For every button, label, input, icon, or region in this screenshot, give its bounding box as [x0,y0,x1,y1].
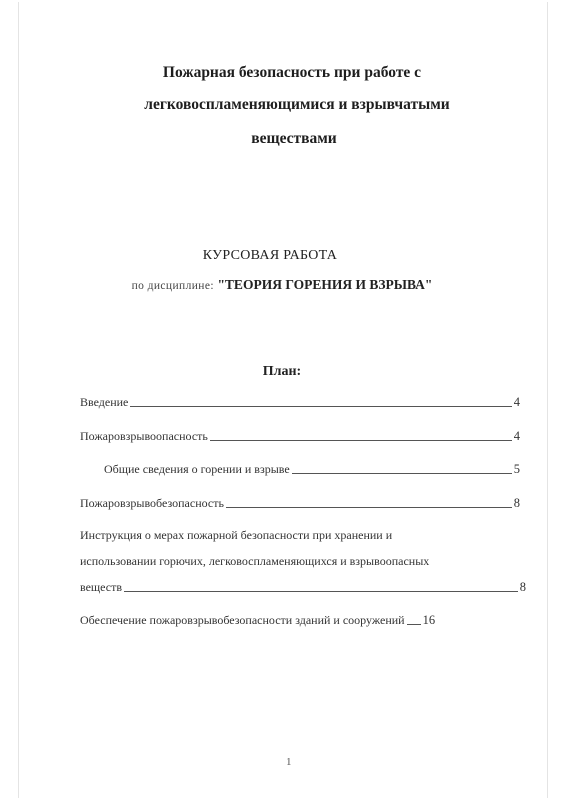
toc-leader-line [210,440,512,441]
toc-item-fire-explosion-safety [80,493,520,511]
document-title-line-1: Пожарная безопасность при работе с [162,64,422,81]
toc-item-text: Общие сведения о горении и взрыве [104,462,290,476]
toc-item-text: Пожаровзрывобезопасность [80,496,224,510]
toc-item-introduction [80,392,520,410]
toc-item-page: 5 [513,462,520,476]
page-number: 1 [286,756,292,768]
toc-item-page: 16 [422,613,436,627]
course-work-label: КУРСОВАЯ РАБОТА [202,248,338,263]
plan-heading: План: [262,364,302,379]
discipline-prefix: по дисциплине: [131,280,214,292]
toc-item-fire-explosion-hazard [80,426,520,444]
toc-item-instruction-line-1: Инструкция о мерах пожарной безопасности при хранении и [80,528,393,542]
toc-item-text: Введение [80,395,129,409]
document-title-line-2: легковоспламеняющимися и взрывчатыми [144,96,450,113]
toc-item-instruction [80,577,526,595]
toc-item-text: Пожаровзрывоопасность [80,429,208,443]
toc-item-general-info [104,459,520,477]
toc-item-page: 4 [513,429,520,443]
toc-item-instruction-line-2: использовании горючих, легковоспламеняющихся и взрывоопасных [80,554,430,568]
discipline-name: "ТЕОРИЯ ГОРЕНИЯ И ВЗРЫВА" [217,277,433,292]
toc-item-text: Обеспечение пожаровзрывобезопасности зданий и сооружений [80,613,405,627]
toc-leader-line [407,624,421,625]
toc-item-text: веществ [80,580,123,594]
toc-item-page: 8 [513,496,520,510]
toc-item-buildings-safety [80,610,520,628]
toc-leader-line [292,473,512,474]
toc-item-page: 8 [519,580,526,594]
toc-leader-line [130,406,511,407]
document-title-line-3: веществами [251,130,337,147]
course-discipline [0,276,564,295]
toc-item-page: 4 [513,395,520,409]
toc-leader-line [124,591,518,592]
toc-leader-line [226,507,512,508]
